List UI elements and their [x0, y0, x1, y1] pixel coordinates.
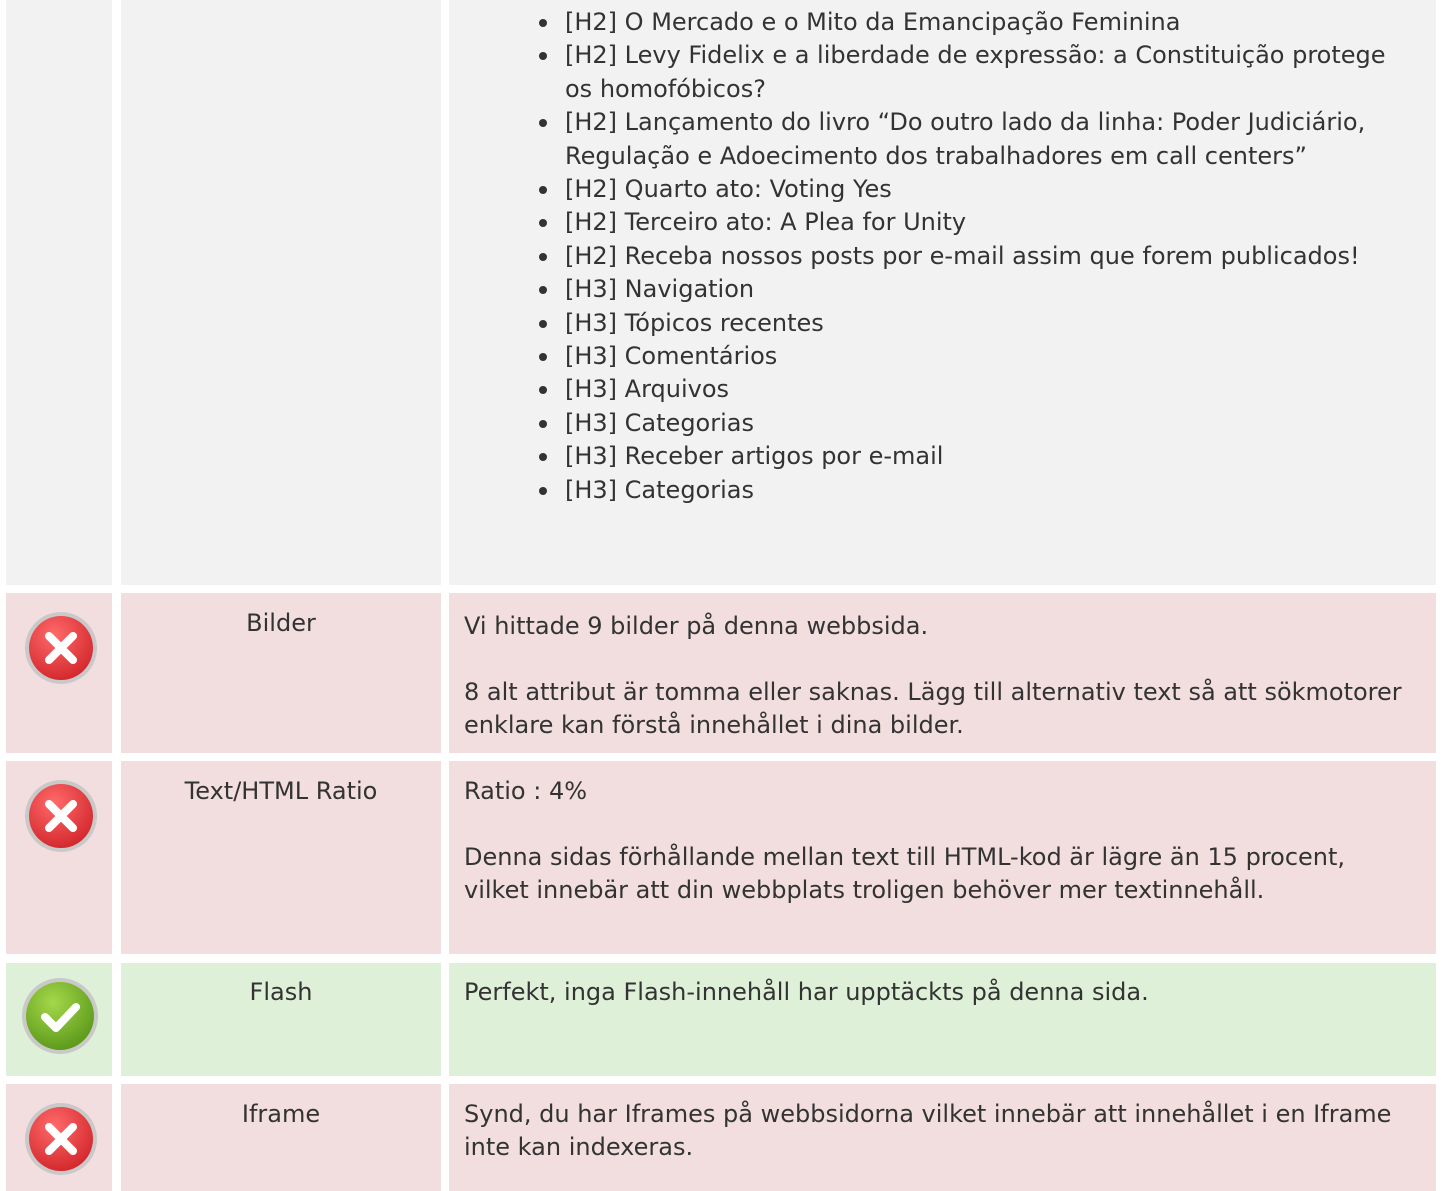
description-paragraph: Denna sidas förhållande mellan text till HTML-kod är lägre än 15 procent, vilket innebär att din webbplats troligen behöver mer textinnehåll.	[464, 843, 1346, 904]
error-x-icon	[23, 778, 99, 854]
bilder-label-cell	[121, 593, 441, 753]
iframe-label-cell	[121, 1084, 441, 1191]
flash-label-cell	[121, 963, 441, 1076]
error-x-icon	[23, 1101, 99, 1177]
description-paragraph: Synd, du har Iframes på webbsidorna vilket innebär att innehållet i en Iframe inte kan indexeras.	[464, 1100, 1392, 1161]
flash-desc-cell	[449, 963, 1436, 1076]
description-paragraph: 8 alt attribut är tomma eller saknas. Lägg till alternativ text så att sökmotorer enklare kan förstå innehållet i dina bilder.	[464, 678, 1402, 739]
list-item: [H2] Receba nossos posts por e-mail assim que forem publicados!	[565, 240, 1418, 273]
row-description	[464, 610, 1416, 742]
iframe-desc-cell	[449, 1084, 1436, 1191]
headings-row	[0, 0, 1446, 585]
ratio-label-cell	[121, 761, 441, 954]
ratio-desc-cell	[449, 761, 1436, 954]
ratio-icon-cell	[6, 761, 112, 954]
flash-row	[0, 963, 1446, 1076]
headings-list	[565, 6, 1418, 507]
list-item: [H3] Comentários	[565, 340, 1418, 373]
headings-label-cell	[121, 0, 441, 585]
description-paragraph: Ratio : 4%	[464, 777, 588, 805]
description-paragraph: Vi hittade 9 bilder på denna webbsida.	[464, 612, 929, 640]
bilder-icon-cell	[6, 593, 112, 753]
row-label: Flash	[249, 978, 313, 1006]
row-label: Text/HTML Ratio	[184, 777, 378, 805]
list-item: [H2] Quarto ato: Voting Yes	[565, 173, 1418, 206]
list-item: [H2] Terceiro ato: A Plea for Unity	[565, 206, 1418, 239]
list-item: [H3] Receber artigos por e-mail	[565, 440, 1418, 473]
iframe-row	[0, 1084, 1446, 1191]
text-html-ratio-row	[0, 761, 1446, 954]
row-label: Iframe	[241, 1100, 321, 1128]
row-description	[464, 775, 1416, 907]
list-item: [H3] Navigation	[565, 273, 1418, 306]
headings-icon-cell	[6, 0, 112, 585]
list-item: [H3] Arquivos	[565, 373, 1418, 406]
bilder-desc-cell	[449, 593, 1436, 753]
row-description	[464, 976, 1416, 1009]
list-item: [H2] Lançamento do livro “Do outro lado da linha: Poder Judiciário, Regulação e Adoecimento dos trabalhadores em call centers”	[565, 106, 1418, 173]
description-paragraph: Perfekt, inga Flash-innehåll har upptäckts på denna sida.	[464, 978, 1149, 1006]
list-item: [H3] Categorias	[565, 474, 1418, 507]
headings-desc-cell	[449, 0, 1436, 585]
list-item: [H3] Tópicos recentes	[565, 307, 1418, 340]
list-item: [H2] Levy Fidelix e a liberdade de expressão: a Constituição protege os homofóbicos?	[565, 39, 1418, 106]
list-item: [H2] O Mercado e o Mito da Emancipação Feminina	[565, 6, 1418, 39]
check-icon	[20, 976, 100, 1056]
row-label: Bilder	[246, 609, 316, 637]
error-x-icon	[23, 610, 99, 686]
bilder-row	[0, 593, 1446, 753]
row-description	[464, 1098, 1416, 1164]
iframe-icon-cell	[6, 1084, 112, 1191]
list-item: [H3] Categorias	[565, 407, 1418, 440]
flash-icon-cell	[6, 963, 112, 1076]
